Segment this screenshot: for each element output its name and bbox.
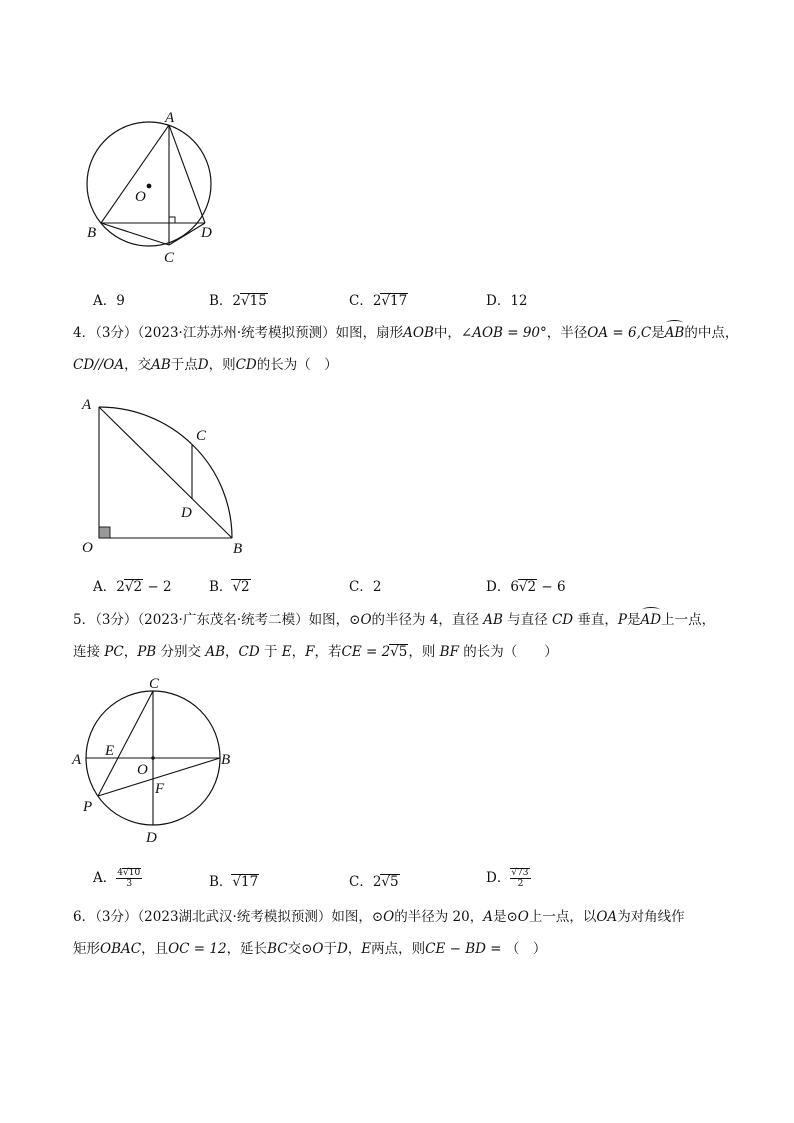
text: 于点 — [170, 357, 198, 373]
text: ，且 — [141, 941, 169, 957]
text: ，若 — [314, 644, 342, 660]
label-f: F — [155, 781, 165, 797]
math: PC — [104, 644, 124, 660]
label-d: D — [146, 830, 157, 846]
label-b: B — [87, 225, 97, 241]
segment-cd — [169, 223, 205, 245]
math: D — [336, 941, 348, 957]
question-4-line-1 — [73, 322, 739, 354]
question-5 — [73, 609, 733, 673]
math: E — [281, 644, 292, 660]
sqrt-sign: √17 — [381, 293, 408, 309]
figure-q4 — [75, 393, 255, 563]
text: 中， — [433, 325, 461, 341]
text: ，半径 — [546, 325, 588, 341]
question-4-line-2 — [73, 354, 733, 386]
sqrt-sign: √73 — [511, 868, 529, 878]
label-o: O — [82, 540, 93, 556]
label-e: E — [105, 743, 115, 759]
radicand: 15 — [249, 293, 267, 309]
radicand: 10 — [128, 868, 141, 878]
text: ， — [123, 644, 138, 660]
sqrt-sign: √2 — [232, 579, 250, 595]
text: ，交 — [124, 357, 152, 373]
text: ，则 — [208, 357, 236, 373]
text: 矩形 — [73, 941, 100, 957]
question-score: （3分） — [95, 325, 138, 341]
arc-ab: AB — [665, 322, 685, 344]
text: 的半径为 20， — [394, 909, 484, 925]
text: 的半径为 4，直径 — [371, 612, 484, 628]
right-angle-mark — [99, 527, 110, 538]
text: 交⊙ — [287, 941, 313, 957]
arc-ad: AD — [641, 609, 662, 631]
text: ，则 — [408, 644, 440, 660]
question-number: 5． — [73, 612, 96, 628]
text: 的长为（ ） — [458, 644, 558, 660]
math: AB — [483, 612, 503, 628]
question-source: （2023·江苏苏州·统考模拟预测） — [137, 325, 336, 341]
math: AB — [205, 644, 225, 660]
figure-q3 — [70, 108, 240, 278]
math: E — [361, 941, 372, 957]
figure-q5 — [70, 672, 240, 847]
q4-option-b-text: B． — [209, 579, 233, 595]
q3-option-c[interactable] — [349, 291, 408, 311]
segment-ab — [99, 407, 232, 538]
numerator — [510, 868, 530, 879]
question-5-line-2 — [73, 641, 733, 673]
radicand: 17 — [241, 874, 259, 890]
label-a: A — [72, 752, 82, 768]
q5-option-b-text: B． — [209, 874, 233, 890]
sqrt-sign: √17 — [232, 874, 259, 890]
label-b: B — [233, 541, 243, 557]
label-c: C — [164, 250, 175, 266]
question-6 — [73, 906, 733, 970]
fraction — [116, 868, 142, 889]
text: 是 — [627, 612, 641, 628]
label-o: O — [135, 189, 146, 205]
math: ∠AOB = 90° — [460, 325, 547, 341]
radicand: 5 — [398, 644, 408, 660]
text: 连接 — [73, 644, 105, 660]
radicand: 5 — [390, 874, 399, 890]
question-5-line-1 — [73, 609, 733, 641]
text: 两点，则 — [371, 941, 426, 957]
q5-option-d[interactable] — [486, 868, 531, 889]
figure-q5-svg — [70, 672, 240, 847]
q5-option-b[interactable] — [209, 872, 259, 892]
q3-option-a-text: A．9 — [93, 293, 125, 309]
text: 是 — [651, 325, 665, 341]
sqrt-sign: √2 — [518, 579, 537, 595]
q5-option-c[interactable] — [349, 872, 400, 892]
q4-option-d-text: D．6 — [486, 579, 519, 595]
q3-option-d-text: D．12 — [486, 293, 528, 309]
text: 如图，⊙ — [308, 612, 361, 628]
math: D — [197, 357, 209, 373]
label-d: D — [201, 225, 212, 241]
figure-q4-svg — [75, 393, 255, 563]
label-b: B — [221, 752, 231, 768]
math: O — [517, 909, 529, 925]
text: = （ ） — [485, 941, 547, 957]
q3-option-c-text: C．2 — [349, 293, 382, 309]
question-6-line-1 — [73, 906, 733, 938]
q5-option-a[interactable] — [93, 868, 142, 889]
right-angle-mark — [169, 217, 175, 223]
numerator-coefficient: 4 — [117, 868, 123, 878]
label-o: O — [137, 762, 148, 778]
radicand: 2 — [241, 579, 250, 595]
numerator — [116, 868, 142, 879]
q3-option-d[interactable] — [486, 291, 528, 311]
text: 的长为（ ） — [256, 357, 338, 373]
math: CE − BD — [425, 941, 486, 957]
sqrt-sign: √10 — [122, 868, 141, 878]
text: ， — [225, 644, 239, 660]
question-score: （3分） — [95, 612, 138, 628]
math: AB — [151, 357, 171, 373]
math: CE = 2 — [341, 644, 391, 660]
text: 垂直， — [573, 612, 618, 628]
question-score: （3分） — [95, 909, 138, 925]
q4-option-b[interactable] — [209, 577, 251, 597]
segment-ab — [101, 125, 169, 223]
math: OC = 12 — [168, 941, 227, 957]
radicand: 2 — [133, 579, 143, 595]
question-number: 4． — [73, 325, 96, 341]
center-dot — [147, 184, 152, 189]
math: BC — [267, 941, 288, 957]
q4-option-a-suffix: − 2 — [143, 579, 172, 595]
text: 的中点， — [684, 325, 739, 341]
text: 于 — [323, 941, 337, 957]
label-c: C — [196, 428, 207, 444]
math: BF — [439, 644, 459, 660]
q4-option-a[interactable] — [93, 577, 172, 597]
math: O — [312, 941, 324, 957]
math: CD — [238, 644, 260, 660]
question-6-line-2 — [73, 938, 733, 970]
q3-option-a[interactable] — [93, 291, 125, 311]
math: CD — [551, 612, 574, 628]
question-source: （2023·广东茂名·统考二模） — [137, 612, 309, 628]
question-4 — [73, 322, 739, 386]
math: O — [360, 612, 372, 628]
q4-option-c-text: C．2 — [349, 579, 382, 595]
text: 与直径 — [502, 612, 552, 628]
label-c: C — [149, 676, 160, 692]
center-dot — [151, 756, 155, 760]
math: OBAC — [100, 941, 142, 957]
sqrt-sign: √2 — [124, 579, 143, 595]
math: CD//OA — [73, 357, 125, 373]
radicand: 17 — [390, 293, 408, 309]
label-a: A — [165, 110, 175, 126]
q5-option-d-text: D． — [486, 870, 511, 886]
label-d: D — [181, 505, 192, 521]
q3-option-b[interactable] — [209, 291, 268, 311]
question-number: 6． — [73, 909, 96, 925]
math: P — [617, 612, 628, 628]
radicand: 73 — [517, 868, 529, 878]
text: 分别交 — [156, 644, 206, 660]
q5-option-c-text: C．2 — [349, 874, 382, 890]
sqrt-sign: √5 — [381, 874, 399, 890]
label-p: P — [83, 799, 93, 815]
text: ，延长 — [226, 941, 268, 957]
sqrt-sign: √15 — [241, 293, 267, 309]
text: 上一点，以 — [528, 909, 597, 925]
text: ， — [347, 941, 362, 957]
math: OA — [596, 909, 618, 925]
text: ， — [291, 644, 306, 660]
text: 上一点， — [661, 612, 716, 628]
q3-option-b-text: B．2 — [209, 293, 242, 309]
segment-ad — [169, 125, 205, 223]
sqrt-sign: √5 — [390, 644, 408, 660]
fraction — [510, 868, 530, 889]
text: 是⊙ — [492, 909, 518, 925]
text: 于 — [259, 644, 282, 660]
math: PB — [137, 644, 157, 660]
denominator: 3 — [126, 879, 133, 889]
q4-option-d-suffix: − 6 — [537, 579, 566, 595]
question-source: （2023湖北武汉·统考模拟预测） — [137, 909, 332, 925]
math: AOB — [403, 325, 434, 341]
label-a: A — [82, 397, 92, 413]
math: A — [483, 909, 493, 925]
radicand: 2 — [527, 579, 537, 595]
q4-option-a-text: A．2 — [93, 579, 125, 595]
denominator: 2 — [517, 879, 524, 889]
math: O — [383, 909, 395, 925]
q4-option-c[interactable] — [349, 577, 381, 597]
text: 为对角线作 — [617, 909, 685, 925]
segment-bc — [101, 223, 169, 245]
q4-option-d[interactable] — [486, 577, 566, 597]
figure-q3-svg — [70, 108, 240, 278]
text: 如图，⊙ — [331, 909, 384, 925]
q5-option-a-text: A． — [93, 870, 117, 886]
math: OA = 6,C — [587, 325, 652, 341]
math: F — [305, 644, 315, 660]
text: 如图，扇形 — [335, 325, 404, 341]
math: CD — [235, 357, 257, 373]
